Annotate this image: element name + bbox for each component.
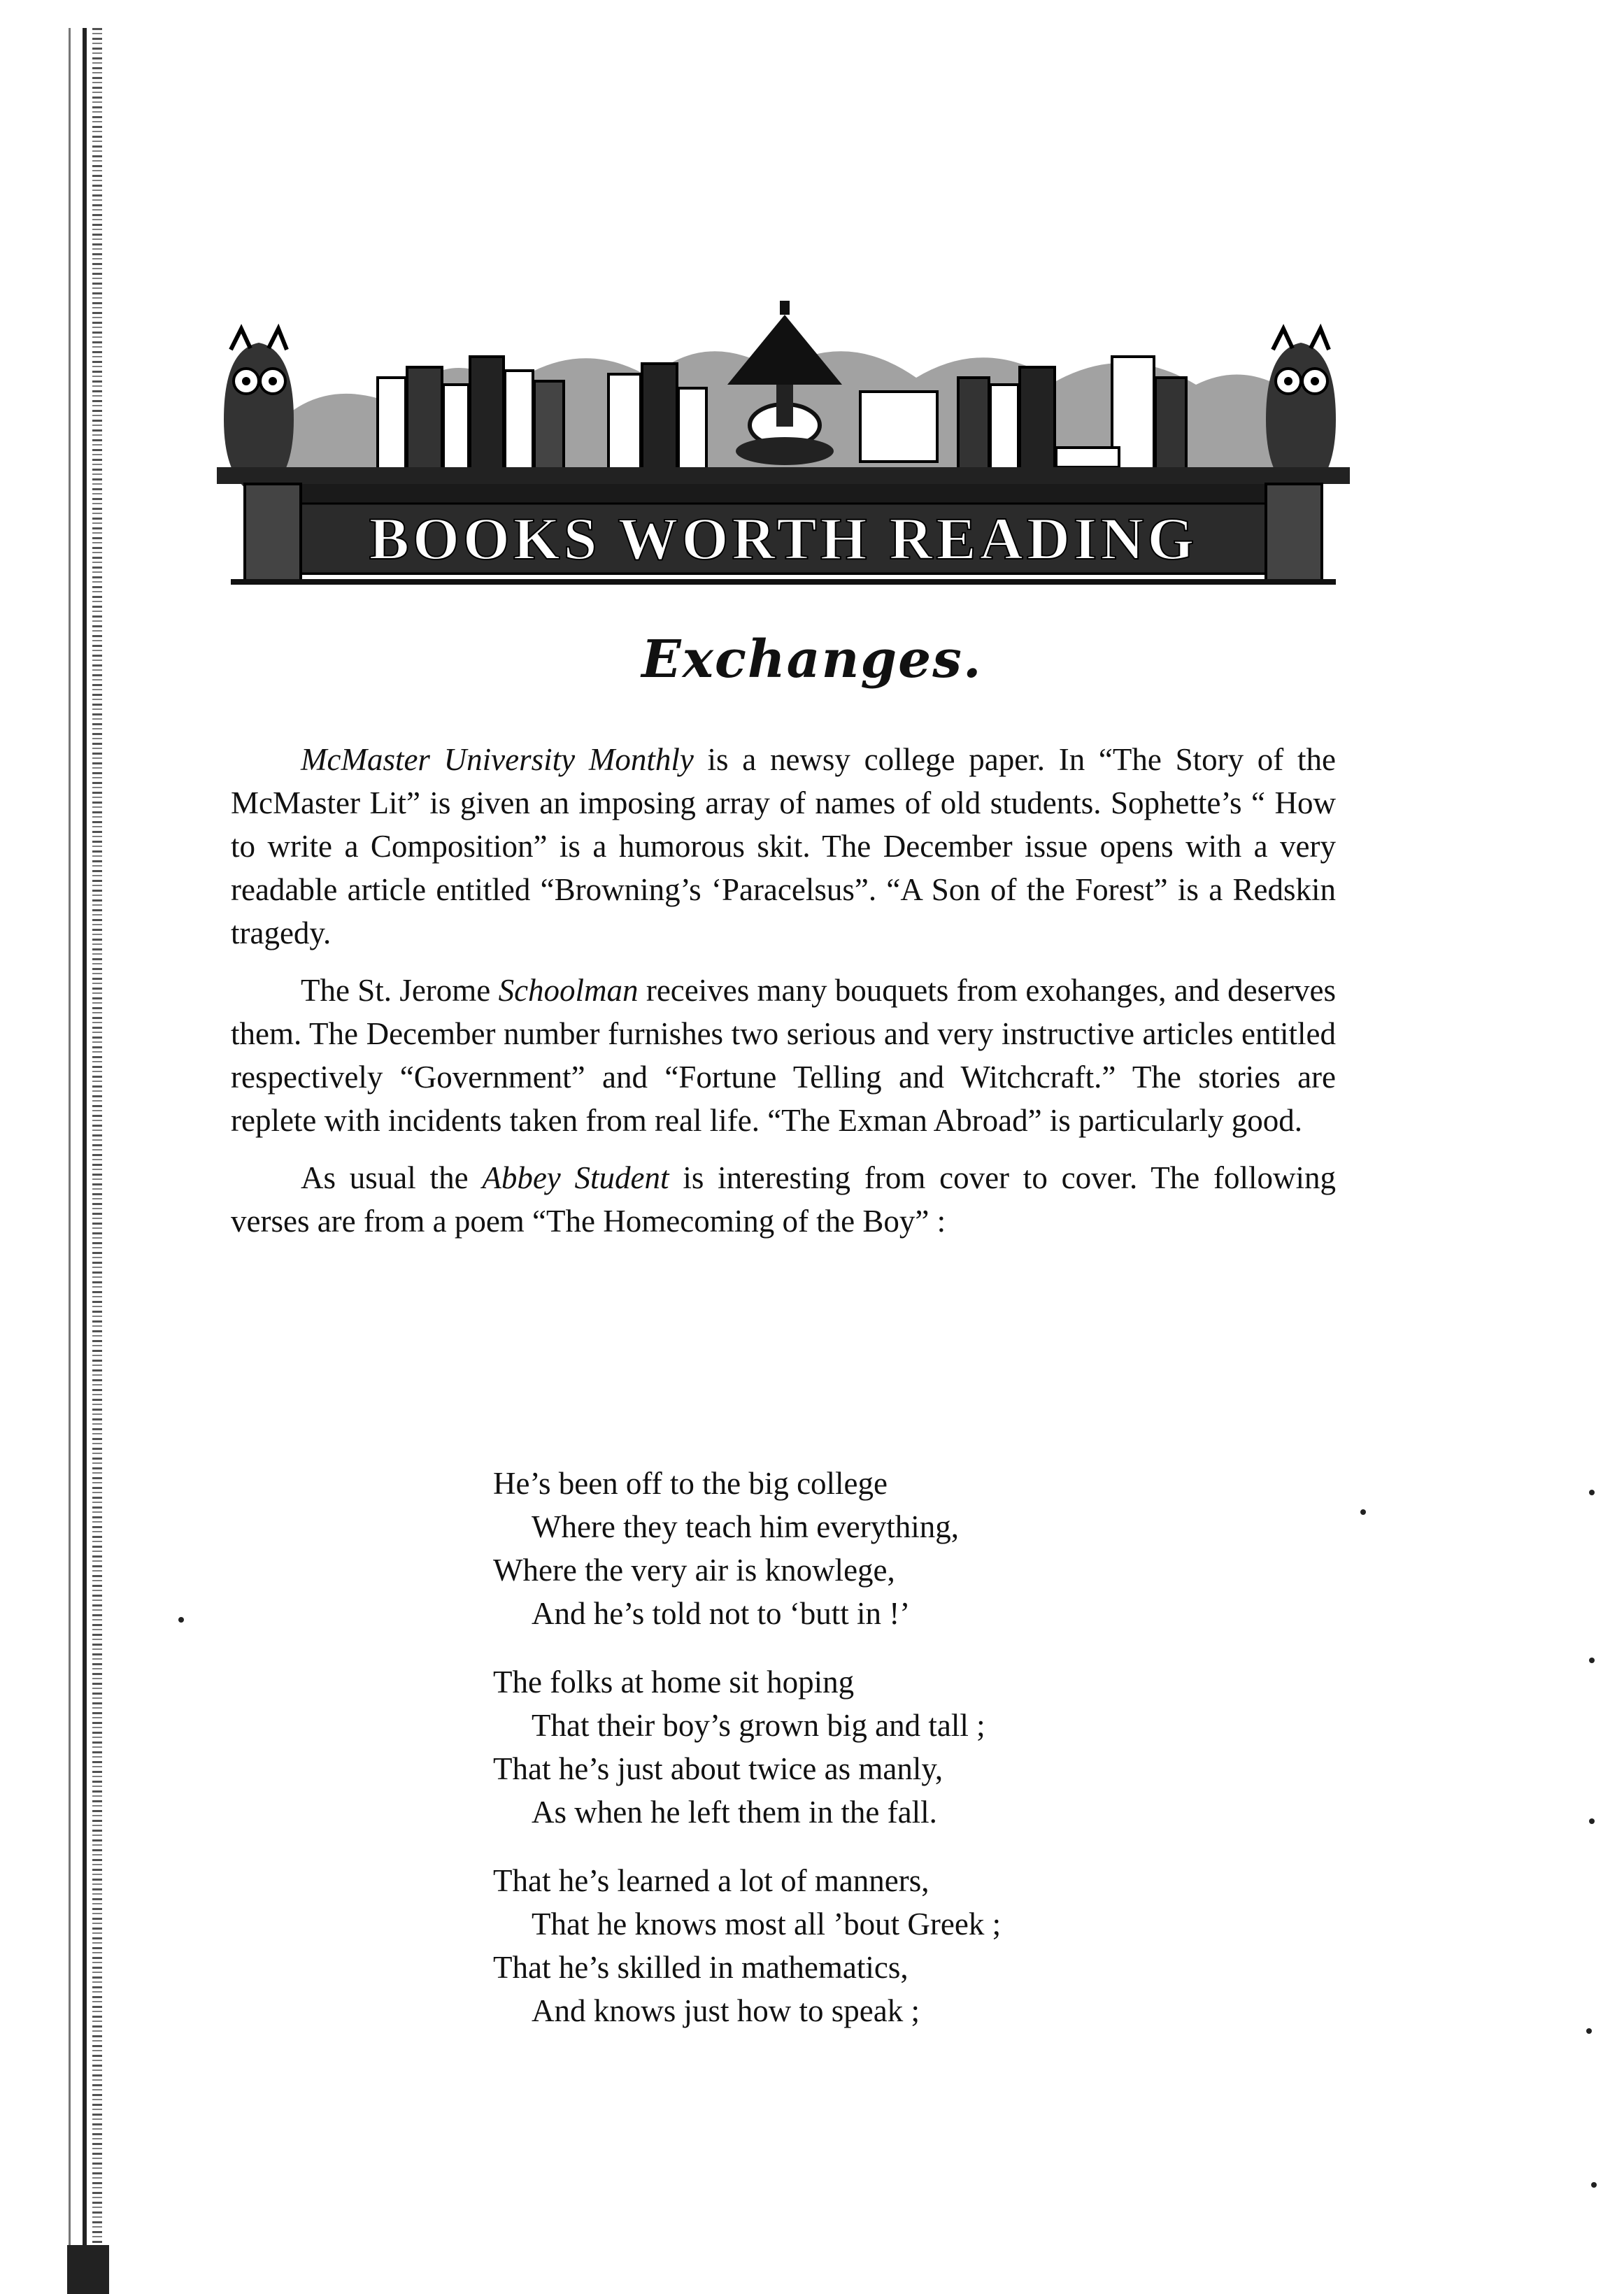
poem-line: He’s been off to the big college: [493, 1466, 888, 1501]
poem-line: That he’s learned a lot of manners,: [493, 1863, 929, 1898]
banner-base: [231, 579, 1336, 585]
banner-title: BOOKS WORTH READING: [369, 505, 1198, 572]
poem-line: And he’s told not to ‘butt in !’: [532, 1596, 911, 1631]
poem-line: And knows just how to speak ;: [532, 1993, 920, 2028]
article-body: [231, 738, 1336, 1257]
binding-foot: [67, 2245, 109, 2294]
binding-edge: [62, 28, 106, 2294]
scan-speck: [1589, 1490, 1595, 1495]
paragraph: [231, 738, 1336, 955]
publication-title: Abbey Student: [482, 1160, 669, 1195]
poem-line: That he knows most all ’bout Greek ;: [532, 1907, 1002, 1942]
pillar-left: [245, 484, 301, 582]
binding-rule: [69, 28, 71, 2294]
paragraph-text: is a newsy college paper. In “The Story of the McMaster Lit” is given an imposing array of names of old students. Sophette’s “ How to write a Composition” is a humorous skit. The December issue opens with a very readable article entitled “Browning’s ‘Paracelsus”. “A Son of the Forest” is a Redskin tragedy.: [231, 742, 1336, 950]
poem-stanza: [493, 1859, 1332, 2032]
poem-line: The folks at home sit hoping: [493, 1665, 855, 1700]
poem: [493, 1462, 1332, 2058]
scan-speck: [1586, 2028, 1592, 2034]
poem-stanza: [493, 1462, 1332, 1635]
poem-line: That he’s just about twice as manly,: [493, 1751, 943, 1786]
scan-speck: [178, 1617, 184, 1623]
section-heading: Exchanges.: [641, 629, 983, 690]
scan-speck: [1591, 2182, 1597, 2188]
poem-line: Where they teach him everything,: [532, 1509, 959, 1544]
poem-line: As when he left them in the fall.: [532, 1795, 937, 1830]
publication-title: McMaster University Monthly: [301, 742, 694, 777]
binding-texture: [92, 28, 102, 2294]
poem-line: That he’s skilled in mathematics,: [493, 1950, 909, 1985]
scan-speck: [1360, 1509, 1366, 1515]
books-banner: [217, 301, 1350, 587]
paragraph-text: As usual the: [301, 1160, 483, 1195]
scan-speck: [1589, 1658, 1595, 1663]
pillar-right: [1266, 484, 1322, 582]
paragraph: [231, 969, 1336, 1142]
poem-stanza: [493, 1660, 1332, 1834]
paragraph-text: receives many bouquets from exohanges, and deserves them. The December number furnishes two serious and very instructive articles entitled respectively “Government” and “Fortune Telling and Witchcraft.” The stories are replete with incidents taken from real life. “The Exman Abroad” is particularly good.: [231, 973, 1336, 1138]
shelf-board: [217, 467, 1350, 484]
paragraph: [231, 1156, 1336, 1243]
poem-line: Where the very air is knowlege,: [493, 1553, 895, 1588]
publication-title: Schoolman: [498, 973, 639, 1008]
poem-line: That their boy’s grown big and tall ;: [532, 1708, 985, 1743]
binding-rule: [83, 28, 87, 2294]
scan-speck: [1589, 1818, 1595, 1824]
paragraph-text: is interesting from cover to cover. The following verses are from a poem “The Homecoming of the Boy” :: [231, 1160, 1336, 1239]
paragraph-text: The St. Jerome: [301, 973, 499, 1008]
